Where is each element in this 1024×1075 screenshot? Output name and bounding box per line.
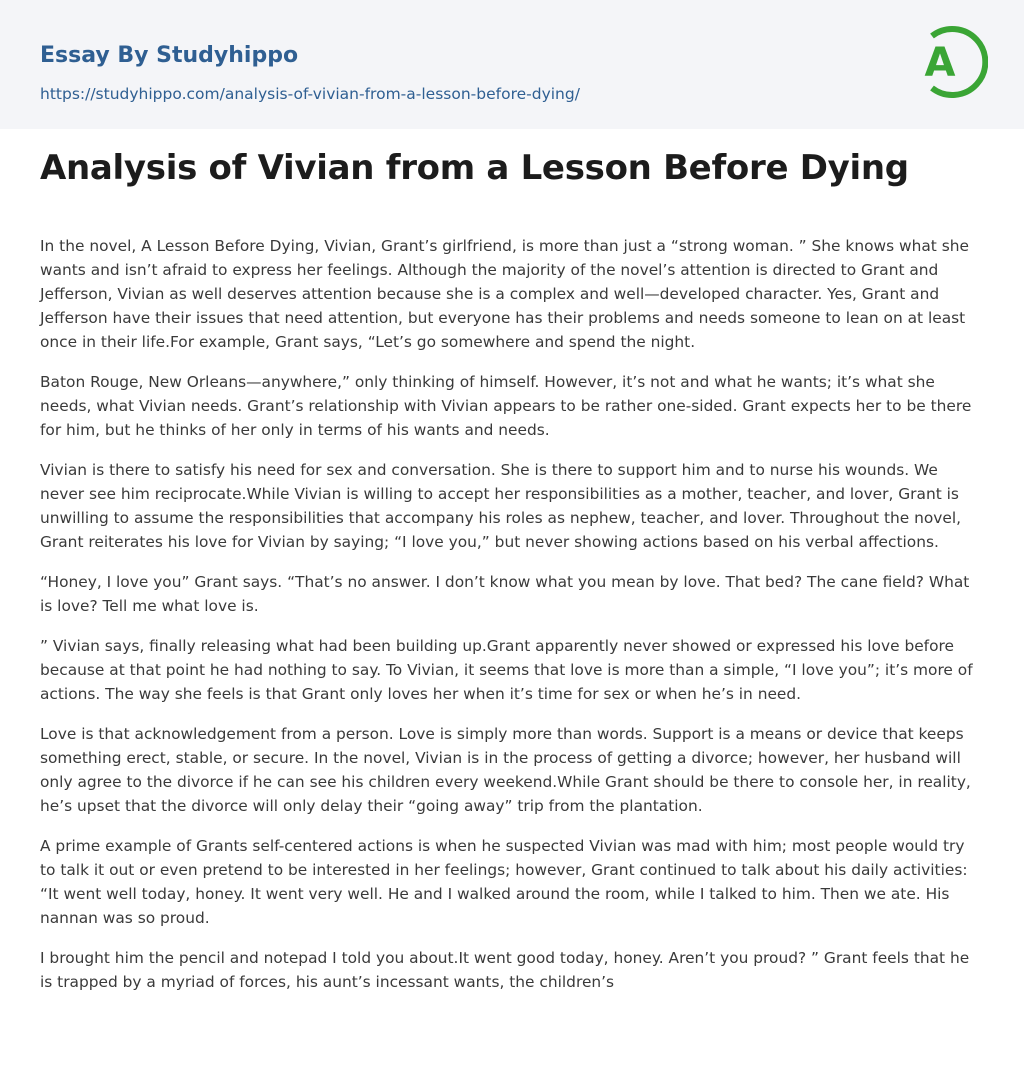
article-paragraph: Baton Rouge, New Orleans—anywhere,” only thinking of himself. However, it’s not and what he wants; it’s what she needs, what Vivian needs. Grant’s relationship with Vivian appears to be rather one-sided. Grant expects her to be there for him, but he thinks of her only in terms of his wants and needs. <box>40 373 972 439</box>
site-header <box>0 0 1024 129</box>
article-paragraph: A prime example of Grants self-centered actions is when he suspected Vivian was mad with him; most people would try to talk it out or even pretend to be interested in her feelings; however, Grant continued to talk about his daily activities: “It went well today, honey. It went very well. He and I walked around the room, while I talked to him. Then we ate. His nannan was so proud. <box>40 837 968 927</box>
article-paragraph: In the novel, A Lesson Before Dying, Vivian, Grant’s girlfriend, is more than just a “strong woman. ” She knows what she wants and isn’t afraid to express her feelings. Although the majority of the novel’s attention is directed to Grant and Jefferson, Vivian as well deserves attention because she is a complex and well—developed character. Yes, Grant and Jefferson have their issues that need attention, but everyone has their problems and needs someone to lean on at least once in their life.For example, Grant says, “Let’s go somewhere and spend the night. <box>40 237 969 351</box>
article-paragraph: ” Vivian says, finally releasing what had been building up.Grant apparently never showed or expressed his love before because at that point he had nothing to say. To Vivian, it seems that love is more than a simple, “I love you”; it’s more of actions. The way she feels is that Grant only loves her when it’s time for sex or when he’s in need. <box>40 637 973 703</box>
article-title: Analysis of Vivian from a Lesson Before Dying <box>40 148 909 188</box>
article-paragraph: Love is that acknowledgement from a person. Love is simply more than words. Support is a means or device that keeps something erect, stable, or secure. In the novel, Vivian is in the process of getting a divorce; however, her husband will only agree to the divorce if he can see his children every weekend.While Grant should be there to console her, in reality, he’s upset that the divorce will only delay their “going away” trip from the plantation. <box>40 725 971 815</box>
article-body <box>40 234 984 1010</box>
article-url-link[interactable]: https://studyhippo.com/analysis-of-vivian-from-a-lesson-before-dying/ <box>40 85 580 103</box>
article-paragraph: “Honey, I love you” Grant says. “That’s no answer. I don’t know what you mean by love. That bed? The cane field? What is love? Tell me what love is. <box>40 573 970 615</box>
site-brand[interactable]: Essay By Studyhippo <box>40 43 299 68</box>
studyhippo-logo-icon[interactable] <box>912 18 988 106</box>
logo-letter: A <box>924 40 956 86</box>
article-paragraph: I brought him the pencil and notepad I told you about.It went good today, honey. Aren’t you proud? ” Grant feels that he is trapped by a myriad of forces, his aunt’s incessant wants, the children’s <box>40 949 970 991</box>
article-paragraph: Vivian is there to satisfy his need for sex and conversation. She is there to support him and to nurse his wounds. We never see him reciprocate.While Vivian is willing to accept her responsibilities as a mother, teacher, and lover, Grant is unwilling to assume the responsibilities that accompany his roles as nephew, teacher, and lover. Throughout the novel, Grant reiterates his love for Vivian by saying; “I love you,” but never showing actions based on his verbal affections. <box>40 461 962 551</box>
